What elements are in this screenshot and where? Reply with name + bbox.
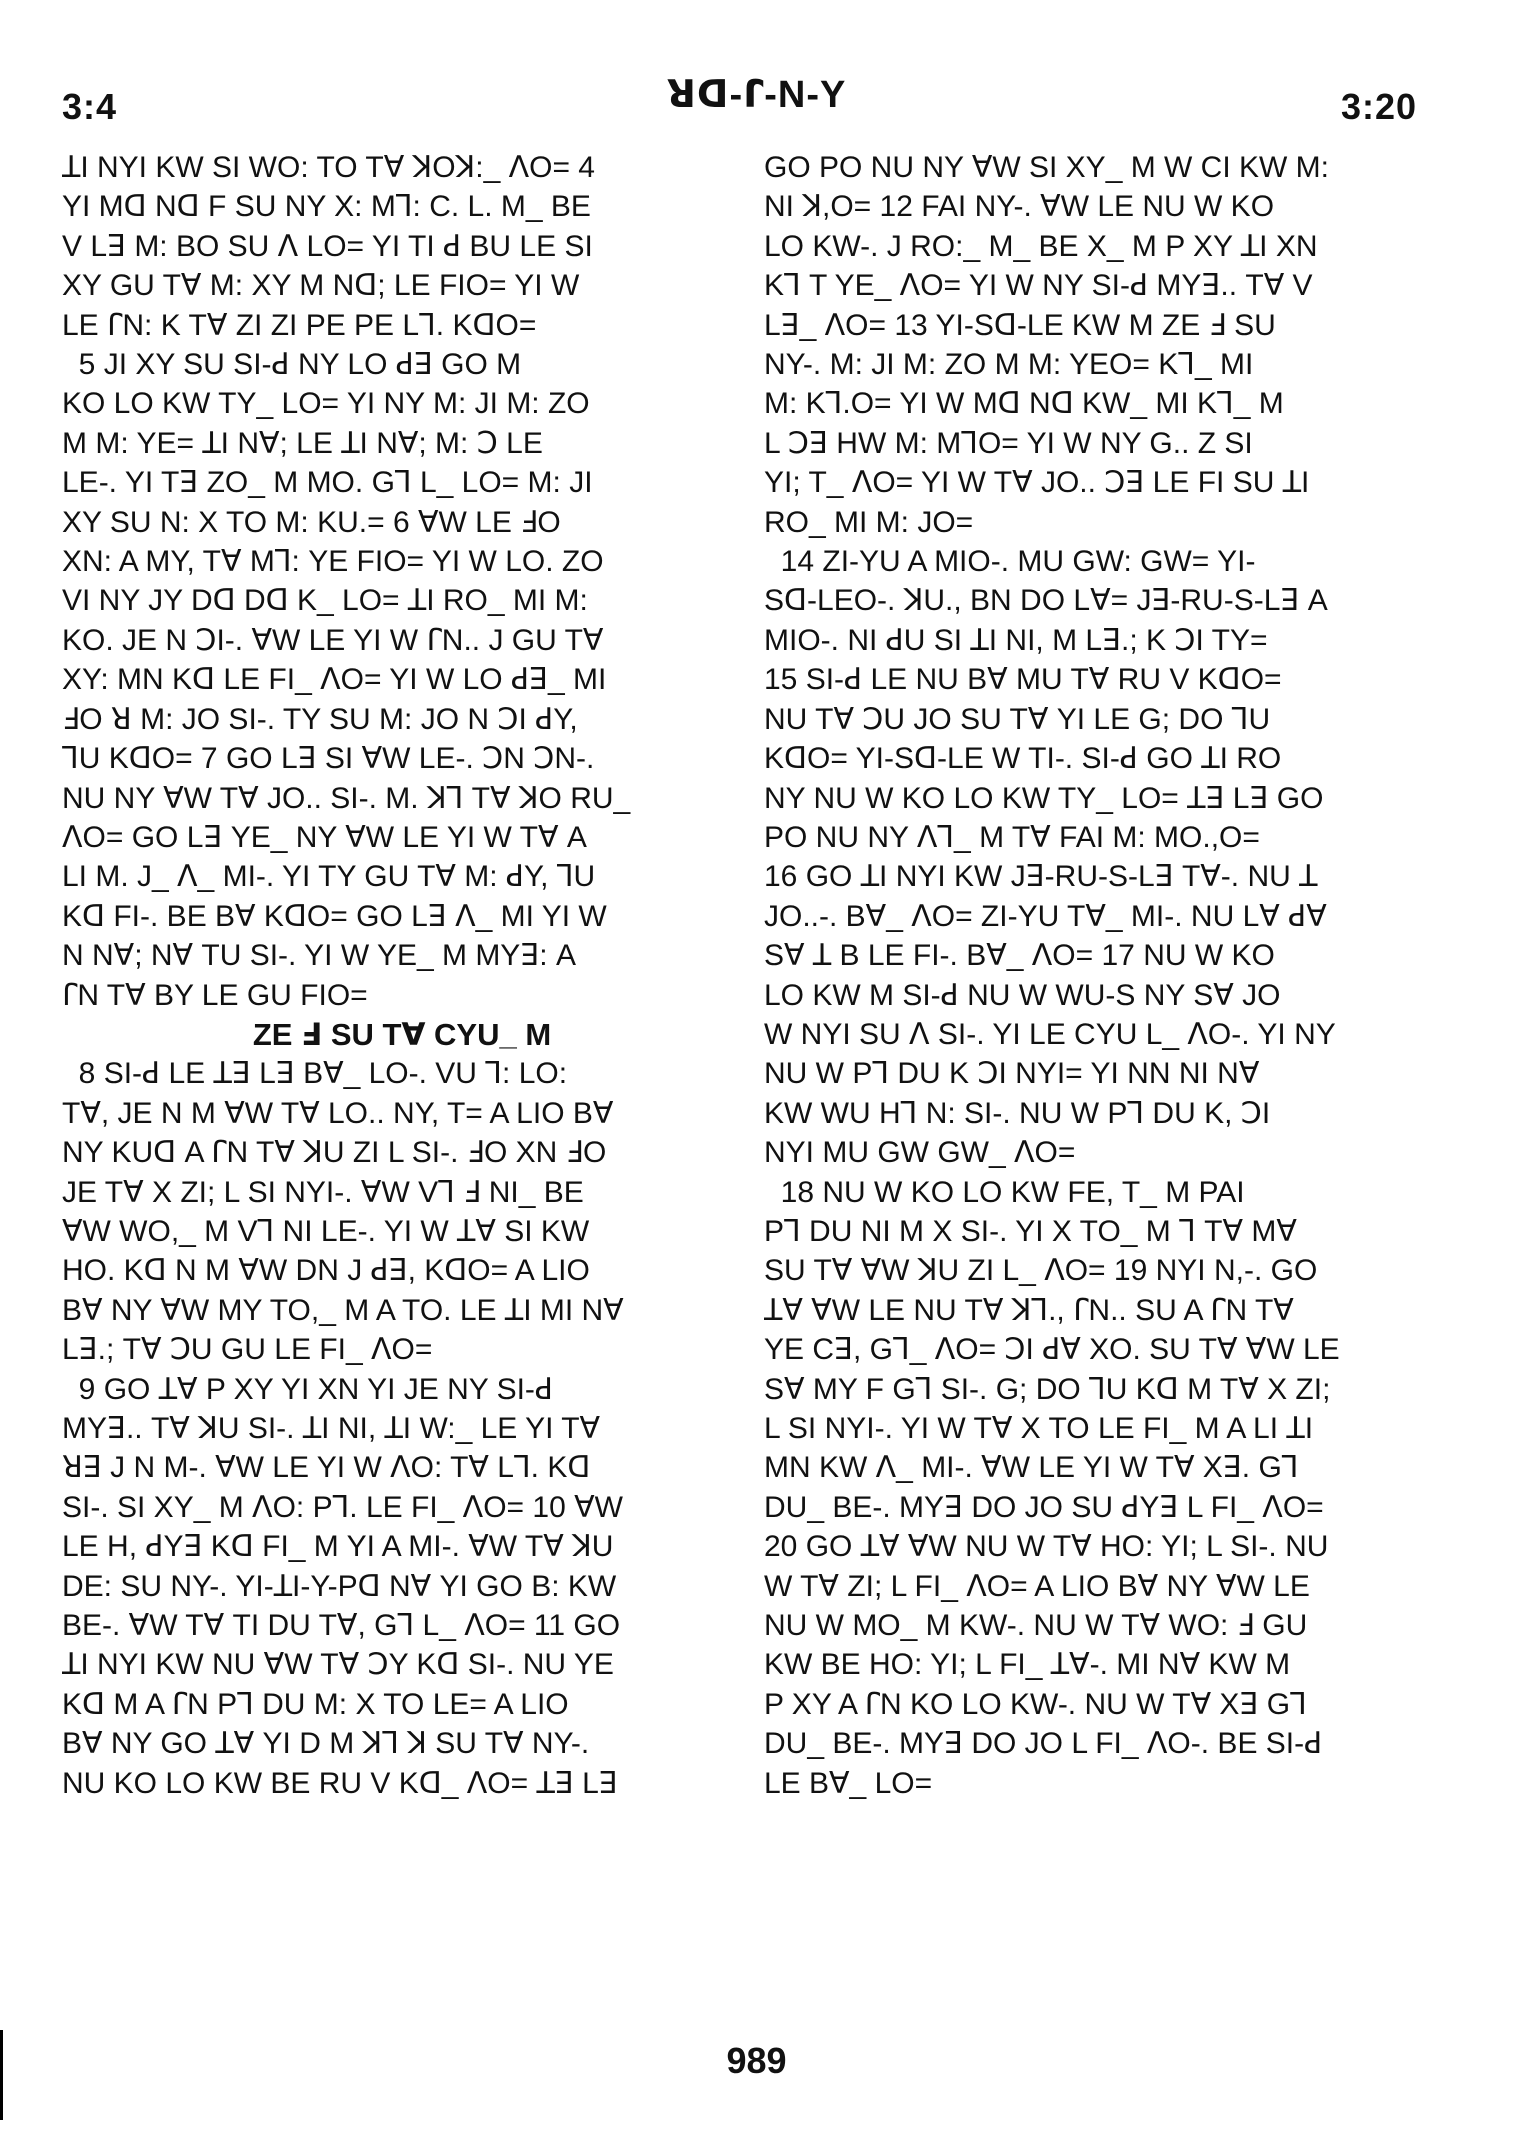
text-line: Pꓶ DU NI M X SI-. YI X TO_ M ꓶ Tꓯ Mꓯ: [764, 1214, 1297, 1248]
text-line: 16 GO ꓕI NYI KW Jꓱ-RU-S-Lꓱ Tꓯ-. NU ꓕ: [764, 860, 1318, 894]
text-line: NU W Pꓶ DU K ꓛI NYI= YI NN NI Nꓯ: [764, 1057, 1260, 1091]
text-line: LO KW-. J RO:_ M_ BE X_ M P XY ꓕI XN: [764, 229, 1318, 263]
text-line: JE Tꓯ X ZI; L SI NYI-. ꓯW Vꓶ ꓞ NI_ BE: [62, 1175, 584, 1209]
text-line: Sꓯ MY F Gꓶ SI-. G; DO ꓶU Kꓷ M Tꓯ X ZI;: [764, 1372, 1331, 1406]
text-line: V Lꓱ M: BO SU ꓥ LO= YI TI ꓒ BU LE SI: [62, 229, 593, 263]
text-line: 14 ZI-YU A MIO-. MU GW: GW= YI-: [764, 545, 1256, 579]
text-line: LO KW M SI-ꓒ NU W WU-S NY Sꓯ JO: [764, 978, 1281, 1012]
text-line: 8 SI-ꓒ LE ꓕꓱ Lꓱ Bꓯ_ LO-. VU ꓶ: LO:: [62, 1057, 568, 1091]
text-line: KO LO KW TY_ LO= YI NY M: JI M: ZO: [62, 387, 590, 421]
text-line: 18 NU W KO LO KW FE, T_ M PAI: [764, 1175, 1245, 1209]
text-line: KO. JE N ꓛI-. ꓯW LE YI W ꓩN.. J GU Tꓯ: [62, 623, 604, 657]
text-line: NU W MO_ M KW-. NU W Tꓯ WO: ꓞ GU: [764, 1609, 1308, 1643]
text-line: NY KUꓷ A ꓩN Tꓯ ꓘU ZI L SI-. ꓞO XN ꓞO: [62, 1136, 607, 1170]
text-line: SU Tꓯ ꓯW ꓘU ZI L_ ꓥO= 19 NYI N,-. GO: [764, 1254, 1318, 1288]
text-line: M M: YE= ꓕI Nꓯ; LE ꓕI Nꓯ; M: Ↄ LE: [62, 426, 543, 460]
left-column-part-1: [62, 148, 742, 1015]
text-line: SI-. SI XY_ M ꓥO: Pꓶ. LE FI_ ꓥO= 10 ꓯW: [62, 1490, 623, 1524]
text-line: DE: SU NY-. YI-ꓕI-Y-Pꓷ Nꓯ YI GO B: KW: [62, 1569, 617, 1603]
text-line: Kꓷ FI-. BE Bꓯ KꓷO= GO Lꓱ ꓥ_ MI YI W: [62, 899, 607, 933]
text-line: LE H, ꓒYꓱ Kꓷ FI_ M YI A MI-. ꓯW Tꓯ ꓘU: [62, 1530, 614, 1564]
text-line: DU_ BE-. MYꓱ DO JO SU ꓒYꓱ L FI_ ꓥO=: [764, 1490, 1324, 1524]
text-line: NY NU W KO LO KW TY_ LO= ꓕꓱ Lꓱ GO: [764, 781, 1324, 815]
text-line: NY-. M: JI M: ZO M M: YEO= Kꓶ_ MI: [764, 348, 1254, 382]
text-line: PO NU NY ꓥꓶ_ M Tꓯ FAI M: MO.,O=: [764, 820, 1260, 854]
text-line: ꓤꓱ J N M-. ꓯW LE YI W ꓥO: Tꓯ Lꓶ. Kꓷ: [62, 1451, 591, 1485]
text-line: LE ꓩN: K Tꓯ ZI ZI PE PE Lꓶ. KꓷO=: [62, 308, 537, 342]
text-line: P XY A ꓩN KO LO KW-. NU W Tꓯ Xꓱ Gꓶ: [764, 1687, 1307, 1721]
text-line: Sꓯ ꓕ B LE FI-. Bꓯ_ ꓥO= 17 NU W KO: [764, 939, 1275, 973]
text-line: YI; T_ ꓥO= YI W Tꓯ JO.. ꓛꓱ LE FI SU ꓕI: [764, 466, 1310, 500]
chapter-verse-end: 3:20: [1340, 86, 1417, 127]
text-line: LI M. J_ ꓥ_ MI-. YI TY GU Tꓯ M: ꓒY, ꓶU: [62, 860, 596, 894]
text-line: L ꓛꓱ HW M: MꓶO= YI W NY G.. Z SI: [764, 426, 1253, 460]
text-line: BE-. ꓯW Tꓯ TI DU Tꓯ, Gꓶ L_ ꓥO= 11 GO: [62, 1609, 621, 1643]
text-line: 15 SI-ꓒ LE NU Bꓯ MU Tꓯ RU V KꓷO=: [764, 663, 1282, 697]
text-line: MIO-. NI ꓒU SI ꓕI NI, M Lꓱ.; K ꓛI TY=: [764, 623, 1268, 657]
section-heading: ZE ꓞ SU Tꓯ CYU_ M: [252, 1016, 552, 1052]
text-line: RO_ MI M: JO=: [764, 505, 974, 539]
text-line: Lꓱ.; Tꓯ ꓛU GU LE FI_ ꓥO=: [62, 1333, 433, 1367]
text-line: W NYI SU ꓥ SI-. YI LE CYU L_ ꓥO-. YI NY: [764, 1017, 1336, 1051]
text-line: 9 GO ꓕꓯ P XY YI XN YI JE NY SI-ꓒ: [62, 1372, 554, 1406]
text-line: Kꓶ T YE_ ꓥO= YI W NY SI-ꓒ MYꓱ.. Tꓯ V: [764, 269, 1313, 303]
text-line: ꓥO= GO Lꓱ YE_ NY ꓯW LE YI W Tꓯ A: [62, 820, 587, 854]
text-line: ꓞO ꓤ M: JO SI-. TY SU M: JO N ꓛI ꓒY,: [62, 702, 578, 736]
text-line: KꓷO= YI-Sꓷ-LE W TI-. SI-ꓒ GO ꓕI RO: [764, 742, 1282, 776]
text-line: ꓕI NYI KW SI WO: TO Tꓯ ꓘOꓘ:_ ꓥO= 4: [62, 151, 595, 184]
right-text-column: [764, 148, 1444, 1803]
text-line: KW BE HO: YI; L FI_ ꓕꓯ-. MI Nꓯ KW M: [764, 1648, 1291, 1682]
right-column-lines: [764, 148, 1444, 1803]
text-line: NU Tꓯ ꓛU JO SU Tꓯ YI LE G; DO ꓶU: [764, 702, 1271, 736]
text-line: YI Mꓷ Nꓷ F SU NY X: Mꓶ: C. L. M_ BE: [62, 190, 591, 224]
scan-edge-mark: [0, 2030, 3, 2120]
text-line: W Tꓯ ZI; L FI_ ꓥO= A LIO Bꓯ NY ꓯW LE: [764, 1569, 1310, 1603]
text-line: NYI MU GW GW_ ꓥO=: [764, 1136, 1076, 1170]
text-line: NU KO LO KW BE RU V Kꓷ_ ꓥO= ꓕꓱ Lꓱ: [62, 1766, 618, 1800]
text-line: 5 JI XY SU SI-ꓒ NY LO ꓒꓱ GO M: [62, 348, 522, 382]
text-line: ꓕꓯ ꓯW LE NU Tꓯ ꓘꓶ., ꓩN.. SU A ꓩN Tꓯ: [764, 1293, 1294, 1327]
text-line: NU NY ꓯW Tꓯ JO.. SI-. M. ꓘꓶ Tꓯ ꓘO RU_: [62, 781, 631, 815]
text-line: LE-. YI Tꓱ ZO_ M MO. Gꓶ L_ LO= M: JI: [62, 466, 593, 500]
text-line: Bꓯ NY ꓯW MY TO,_ M A TO. LE ꓕI MI Nꓯ: [62, 1293, 624, 1327]
chapter-verse-start: 3:4: [62, 86, 118, 127]
text-line: ꓩN Tꓯ BY LE GU FIO=: [62, 978, 368, 1012]
text-line: MN KW ꓥ_ MI-. ꓯW LE YI W Tꓯ Xꓱ. Gꓶ: [764, 1451, 1299, 1485]
text-line: Tꓯ, JE N M ꓯW Tꓯ LO.. NY, T= A LIO Bꓯ: [62, 1096, 614, 1130]
text-line: DU_ BE-. MYꓱ DO JO L FI_ ꓥO-. BE SI-ꓒ: [764, 1727, 1323, 1761]
text-line: LE Bꓯ_ LO=: [764, 1766, 933, 1800]
text-line: 20 GO ꓕꓯ ꓯW NU W Tꓯ HO: YI; L SI-. NU: [764, 1530, 1329, 1564]
text-line: HO. Kꓷ N M ꓯW DN J ꓒꓱ, KꓷO= A LIO: [62, 1254, 590, 1288]
text-line: MYꓱ.. Tꓯ ꓘU SI-. ꓕI NI, ꓕI W:_ LE YI Tꓯ: [62, 1412, 601, 1445]
text-line: YE Cꓱ, Gꓶ_ ꓥO= ꓛI ꓒꓯ XO. SU Tꓯ ꓯW LE: [764, 1333, 1340, 1367]
text-line: L SI NYI-. YI W Tꓯ X TO LE FI_ M A LI ꓕI: [764, 1412, 1314, 1445]
text-line: Kꓷ M A ꓩN Pꓶ DU M: X TO LE= A LIO: [62, 1687, 569, 1721]
page-number: 989: [726, 2040, 787, 2081]
text-line: XN: A MY, Tꓯ Mꓶ: YE FIO= YI W LO. ZO: [62, 545, 604, 579]
text-line: VI NY JY Dꓷ Dꓷ K_ LO= ꓕI RO_ MI M:: [62, 584, 588, 618]
text-line: Sꓷ-LEO-. ꓘU., BN DO Lꓯ= Jꓱ-RU-S-Lꓱ A: [764, 584, 1328, 618]
text-line: GO PO NU NY ꓯW SI XY_ M W CI KW M:: [764, 151, 1330, 184]
text-line: XY: MN Kꓷ LE FI_ ꓥO= YI W LO ꓒꓱ_ MI: [62, 663, 607, 697]
text-line: Lꓱ_ ꓥO= 13 YI-Sꓷ-LE KW M ZE ꓞ SU: [764, 308, 1276, 342]
text-line: Bꓯ NY GO ꓕꓯ YI D M ꓘꓶ ꓘ SU Tꓯ NY-.: [62, 1727, 590, 1761]
book-title: ꓤꓷ-ꓩ-N-Y: [666, 74, 847, 116]
left-text-column: [62, 148, 742, 1803]
text-line: KW WU Hꓶ N: SI-. NU W Pꓶ DU K, ꓛI: [764, 1096, 1271, 1130]
text-line: ꓶU KꓷO= 7 GO Lꓱ SI ꓯW LE-. ꓛN ꓛN-.: [62, 742, 595, 776]
text-line: JO..-. Bꓯ_ ꓥO= ZI-YU Tꓯ_ MI-. NU Lꓯ ꓒꓯ: [764, 899, 1327, 933]
text-line: XY GU Tꓯ M: XY M Nꓷ; LE FIO= YI W: [62, 269, 580, 303]
text-line: XY SU N: X TO M: KU.= 6 ꓯW LE ꓞO: [62, 505, 561, 539]
text-line: N Nꓯ; Nꓯ TU SI-. YI W YE_ M MYꓱ: A: [62, 939, 576, 973]
left-column-part-2: [62, 1054, 742, 1803]
text-line: M: Kꓶ.O= YI W Mꓷ Nꓷ KW_ MI Kꓶ_ M: [764, 387, 1284, 421]
text-line: NI ꓘ,O= 12 FAI NY-. ꓯW LE NU W KO: [764, 190, 1275, 224]
text-line: ꓯW WO,_ M Vꓶ NI LE-. YI W ꓕꓯ SI KW: [62, 1214, 590, 1248]
text-line: ꓕI NYI KW NU ꓯW Tꓯ ꓛY Kꓷ SI-. NU YE: [62, 1648, 614, 1682]
